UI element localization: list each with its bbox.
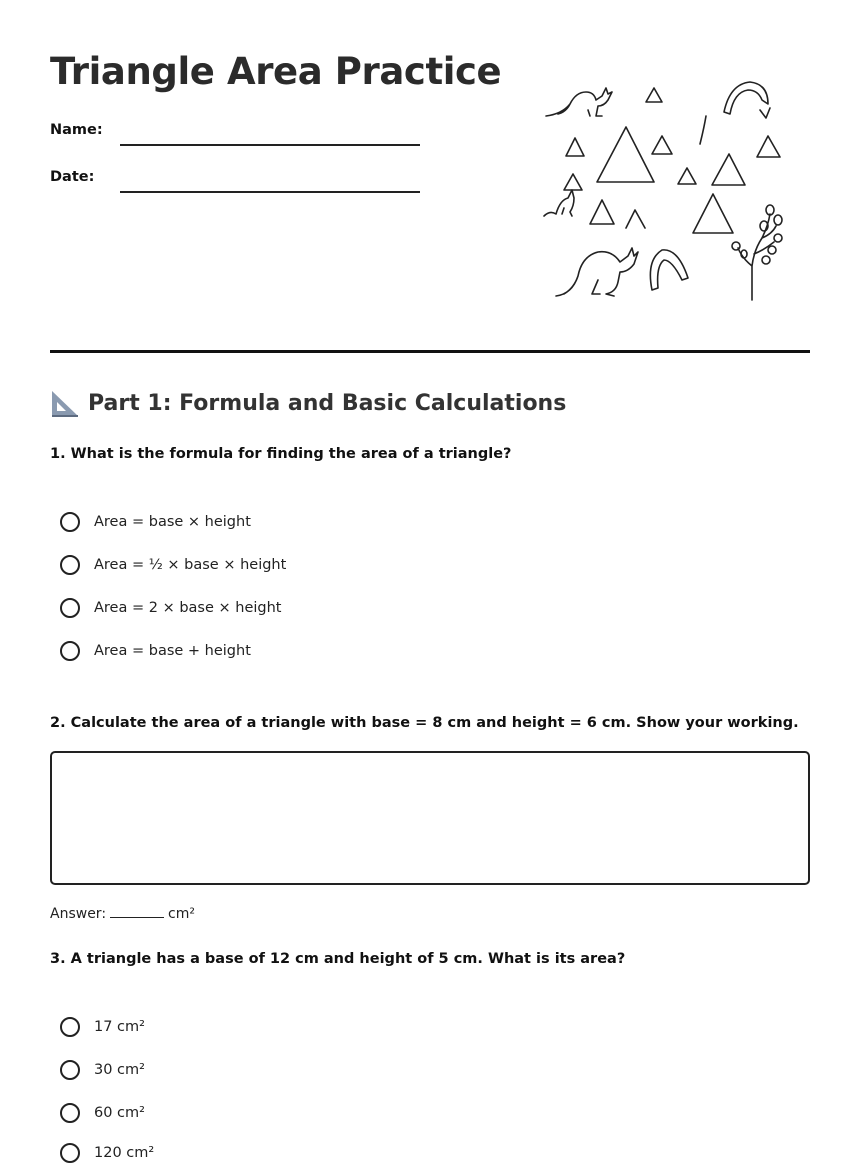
header-illustration	[540, 70, 790, 310]
q3-option-2[interactable]	[60, 1060, 145, 1080]
option-label: Area = base + height	[94, 643, 251, 659]
question-3: 3. A triangle has a base of 12 cm and height of 5 cm. What is its area?	[50, 951, 626, 967]
triangle-icon	[597, 127, 654, 182]
triangle-icon	[693, 194, 733, 233]
date-field[interactable]	[120, 191, 420, 193]
triangle-icon	[646, 88, 662, 102]
q3-option-1[interactable]	[60, 1017, 145, 1037]
question-2: 2. Calculate the area of a triangle with base = 8 cm and height = 6 cm. Show your working.	[50, 715, 799, 731]
boomerang-icon	[650, 250, 688, 290]
triangle-icon	[712, 154, 745, 185]
radio-button[interactable]	[60, 1017, 80, 1037]
section-heading	[50, 388, 566, 418]
radio-button[interactable]	[60, 1103, 80, 1123]
radio-button[interactable]	[60, 1143, 80, 1163]
triangle-icon	[757, 136, 780, 157]
gum-tree-icon	[732, 205, 782, 300]
answer-label: Answer:	[50, 906, 107, 922]
name-label: Name:	[50, 122, 103, 138]
radio-button[interactable]	[60, 512, 80, 532]
q1-option-3[interactable]	[60, 598, 281, 618]
radio-button[interactable]	[60, 598, 80, 618]
triangle-icon	[652, 136, 672, 154]
option-label: 120 cm²	[94, 1145, 155, 1161]
answer-blank[interactable]	[110, 905, 164, 918]
name-field[interactable]	[120, 144, 420, 146]
triangle-icon	[566, 138, 584, 156]
q1-option-1[interactable]	[60, 512, 251, 532]
q3-option-4[interactable]	[60, 1143, 154, 1163]
q1-option-4[interactable]	[60, 641, 251, 661]
set-square-icon	[50, 388, 80, 418]
working-textarea[interactable]	[50, 751, 810, 885]
radio-button[interactable]	[60, 1060, 80, 1080]
option-label: Area = ½ × base × height	[94, 557, 287, 573]
option-label: 17 cm²	[94, 1019, 145, 1035]
header-divider	[50, 350, 810, 353]
q1-option-2[interactable]	[60, 555, 286, 575]
radio-button[interactable]	[60, 641, 80, 661]
answer-line	[50, 905, 195, 922]
section-title: Part 1: Formula and Basic Calculations	[88, 390, 567, 416]
date-label: Date:	[50, 169, 95, 185]
question-1: 1. What is the formula for finding the area of a triangle?	[50, 446, 512, 462]
triangle-icon	[678, 168, 696, 184]
triangle-icon	[590, 200, 614, 224]
boomerang-icon	[724, 82, 770, 118]
kangaroo-icon	[556, 248, 638, 296]
option-label: 30 cm²	[94, 1062, 145, 1078]
answer-unit: cm²	[168, 906, 195, 922]
option-label: Area = 2 × base × height	[94, 600, 282, 616]
option-label: 60 cm²	[94, 1105, 145, 1121]
q3-option-3[interactable]	[60, 1103, 145, 1123]
kangaroo-icon	[546, 88, 612, 116]
radio-button[interactable]	[60, 555, 80, 575]
page-title: Triangle Area Practice	[50, 50, 502, 93]
triangle-icon	[564, 174, 582, 190]
option-label: Area = base × height	[94, 514, 251, 530]
